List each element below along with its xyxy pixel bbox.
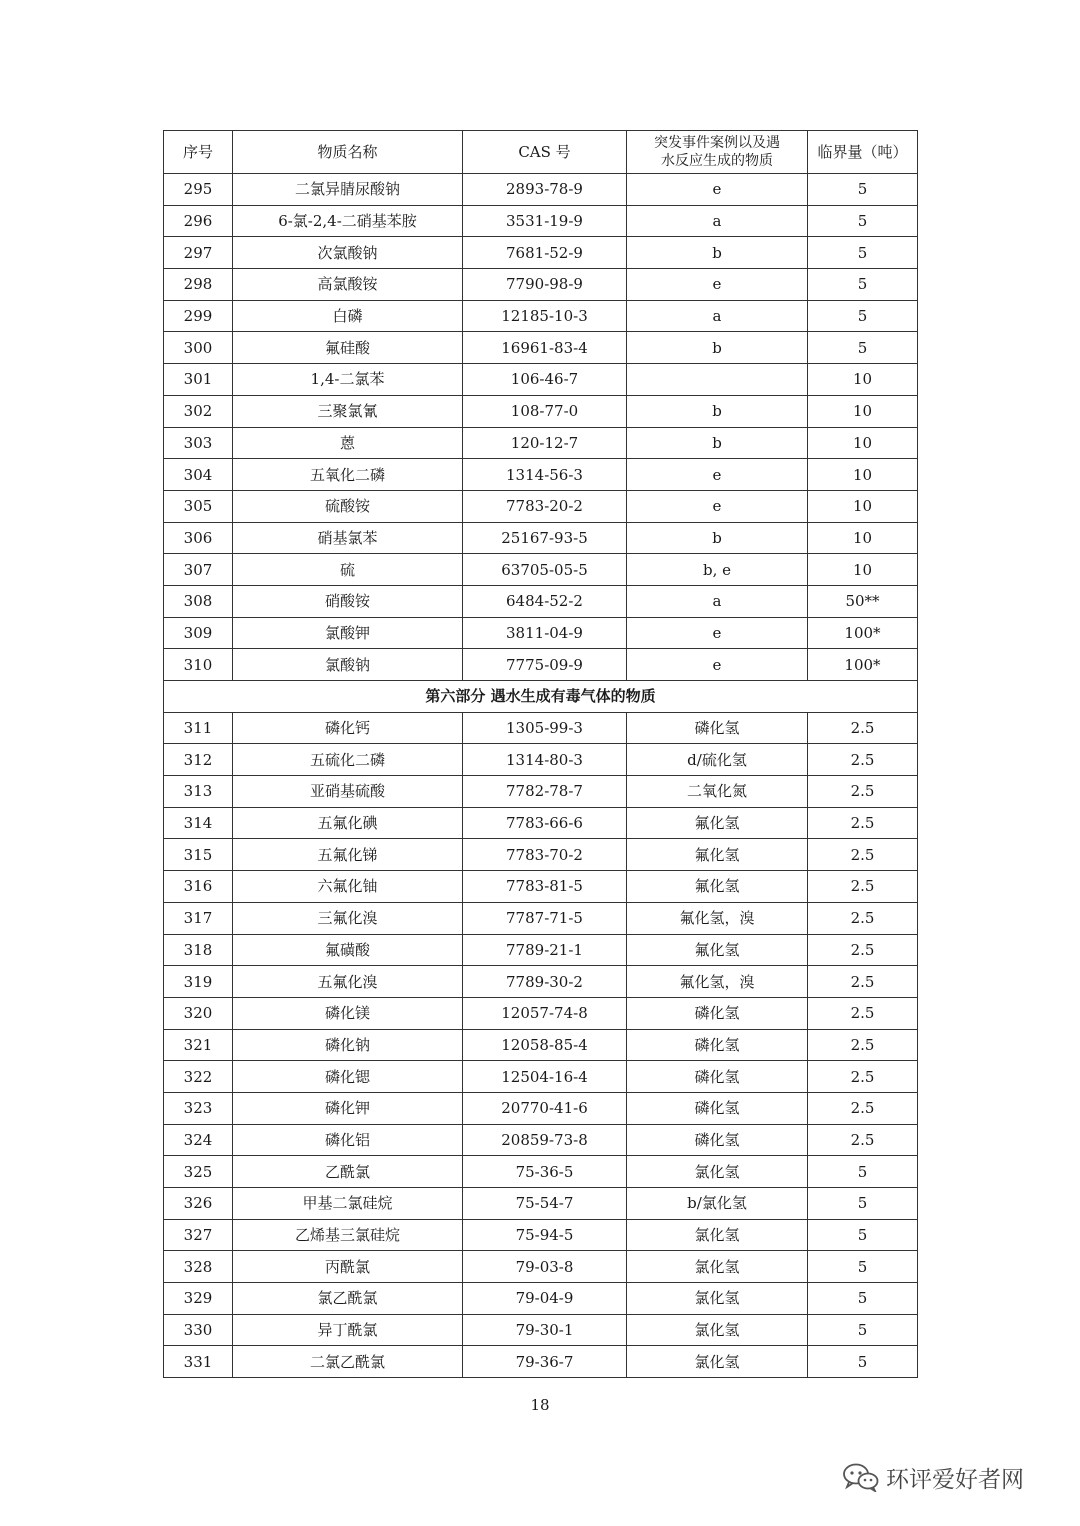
cell-note: 磷化氢 xyxy=(627,1061,808,1093)
cell-no: 328 xyxy=(164,1251,233,1283)
cell-qty: 10 xyxy=(808,490,918,522)
cell-no: 312 xyxy=(164,744,233,776)
table-row xyxy=(164,174,918,206)
table-row xyxy=(164,934,918,966)
cell-cas: 6484-52-2 xyxy=(463,585,627,617)
cell-note: 氟化氢 xyxy=(627,871,808,903)
cell-note: 氟化氢，溴 xyxy=(627,966,808,998)
cell-qty: 10 xyxy=(808,427,918,459)
cell-name: 异丁酰氯 xyxy=(233,1314,463,1346)
cell-no: 330 xyxy=(164,1314,233,1346)
cell-no: 316 xyxy=(164,871,233,903)
cell-cas: 16961-83-4 xyxy=(463,332,627,364)
cell-qty: 10 xyxy=(808,364,918,396)
cell-cas: 7775-09-9 xyxy=(463,649,627,681)
cell-name: 硝基氯苯 xyxy=(233,522,463,554)
cell-cas: 12058-85-4 xyxy=(463,1029,627,1061)
cell-name: 五氟化锑 xyxy=(233,839,463,871)
table-row xyxy=(164,332,918,364)
cell-qty: 2.5 xyxy=(808,902,918,934)
cell-cas: 1305-99-3 xyxy=(463,712,627,744)
cell-cas: 79-30-1 xyxy=(463,1314,627,1346)
cell-name: 氯酸钠 xyxy=(233,649,463,681)
cell-no: 303 xyxy=(164,427,233,459)
cell-qty: 2.5 xyxy=(808,1092,918,1124)
cell-cas: 63705-05-5 xyxy=(463,554,627,586)
cell-no: 300 xyxy=(164,332,233,364)
cell-name: 6-氯-2,4-二硝基苯胺 xyxy=(233,205,463,237)
cell-name: 丙酰氯 xyxy=(233,1251,463,1283)
cell-name: 白磷 xyxy=(233,300,463,332)
section-title: 第六部分 遇水生成有毒气体的物质 xyxy=(164,681,918,713)
table-row xyxy=(164,237,918,269)
cell-name: 氯酸钾 xyxy=(233,617,463,649)
cell-name: 五氧化二磷 xyxy=(233,459,463,491)
cell-qty: 5 xyxy=(808,332,918,364)
table-row xyxy=(164,459,918,491)
cell-name: 磷化锶 xyxy=(233,1061,463,1093)
cell-cas: 3531-19-9 xyxy=(463,205,627,237)
table-row xyxy=(164,522,918,554)
cell-no: 306 xyxy=(164,522,233,554)
cell-no: 302 xyxy=(164,395,233,427)
header-qty: 临界量（吨） xyxy=(808,131,918,174)
cell-cas: 25167-93-5 xyxy=(463,522,627,554)
cell-no: 295 xyxy=(164,174,233,206)
cell-name: 氟磺酸 xyxy=(233,934,463,966)
cell-cas: 106-46-7 xyxy=(463,364,627,396)
cell-qty: 2.5 xyxy=(808,807,918,839)
cell-qty: 10 xyxy=(808,459,918,491)
cell-name: 磷化钾 xyxy=(233,1092,463,1124)
cell-note: b xyxy=(627,522,808,554)
cell-no: 315 xyxy=(164,839,233,871)
cell-no: 305 xyxy=(164,490,233,522)
table-row xyxy=(164,807,918,839)
table-row xyxy=(164,1156,918,1188)
cell-name: 亚硝基硫酸 xyxy=(233,776,463,808)
cell-no: 322 xyxy=(164,1061,233,1093)
section-row xyxy=(164,681,918,713)
cell-note: b xyxy=(627,395,808,427)
cell-qty: 2.5 xyxy=(808,744,918,776)
cell-no: 299 xyxy=(164,300,233,332)
table-row xyxy=(164,1124,918,1156)
cell-note: a xyxy=(627,300,808,332)
cell-name: 三氟化溴 xyxy=(233,902,463,934)
cell-cas: 79-03-8 xyxy=(463,1251,627,1283)
cell-note: b/氯化氢 xyxy=(627,1188,808,1220)
cell-note: e xyxy=(627,174,808,206)
cell-qty: 2.5 xyxy=(808,997,918,1029)
cell-note: e xyxy=(627,490,808,522)
table-row xyxy=(164,712,918,744)
cell-cas: 3811-04-9 xyxy=(463,617,627,649)
cell-qty: 5 xyxy=(808,205,918,237)
cell-no: 323 xyxy=(164,1092,233,1124)
header-case-line2: 水反应生成的物质 xyxy=(661,153,773,169)
table-row xyxy=(164,839,918,871)
cell-note: 氯化氢 xyxy=(627,1314,808,1346)
table-header-row xyxy=(164,131,918,174)
table-row xyxy=(164,617,918,649)
header-name: 物质名称 xyxy=(233,131,463,174)
cell-no: 327 xyxy=(164,1219,233,1251)
cell-qty: 10 xyxy=(808,522,918,554)
table-row xyxy=(164,585,918,617)
cell-cas: 7783-20-2 xyxy=(463,490,627,522)
cell-qty: 2.5 xyxy=(808,934,918,966)
cell-cas: 7789-30-2 xyxy=(463,966,627,998)
watermark-text: 环评爱好者网 xyxy=(886,1466,1024,1493)
cell-no: 301 xyxy=(164,364,233,396)
cell-cas: 7681-52-9 xyxy=(463,237,627,269)
cell-name: 磷化钠 xyxy=(233,1029,463,1061)
cell-name: 硝酸铵 xyxy=(233,585,463,617)
cell-qty: 2.5 xyxy=(808,871,918,903)
cell-cas: 7783-81-5 xyxy=(463,871,627,903)
cell-cas: 12057-74-8 xyxy=(463,997,627,1029)
table-row xyxy=(164,1219,918,1251)
cell-no: 313 xyxy=(164,776,233,808)
cell-qty: 5 xyxy=(808,1156,918,1188)
cell-qty: 5 xyxy=(808,237,918,269)
cell-qty: 2.5 xyxy=(808,1029,918,1061)
cell-qty: 5 xyxy=(808,1219,918,1251)
cell-cas: 75-54-7 xyxy=(463,1188,627,1220)
cell-qty: 100* xyxy=(808,617,918,649)
table-row xyxy=(164,1283,918,1315)
cell-note: b xyxy=(627,237,808,269)
header-no: 序号 xyxy=(164,131,233,174)
cell-name: 五氟化碘 xyxy=(233,807,463,839)
cell-qty: 5 xyxy=(808,1251,918,1283)
cell-no: 331 xyxy=(164,1346,233,1378)
cell-qty: 5 xyxy=(808,300,918,332)
cell-note: 氯化氢 xyxy=(627,1346,808,1378)
table-row xyxy=(164,300,918,332)
cell-qty: 5 xyxy=(808,174,918,206)
cell-qty: 5 xyxy=(808,269,918,301)
cell-no: 314 xyxy=(164,807,233,839)
cell-note: a xyxy=(627,585,808,617)
cell-qty: 2.5 xyxy=(808,839,918,871)
cell-note: d/硫化氢 xyxy=(627,744,808,776)
cell-cas: 7783-66-6 xyxy=(463,807,627,839)
table-row xyxy=(164,490,918,522)
cell-name: 二氯异腈尿酸钠 xyxy=(233,174,463,206)
table-row xyxy=(164,744,918,776)
cell-no: 318 xyxy=(164,934,233,966)
cell-cas: 12185-10-3 xyxy=(463,300,627,332)
cell-note: 氯化氢 xyxy=(627,1251,808,1283)
cell-note: 氯化氢 xyxy=(627,1219,808,1251)
cell-cas: 79-04-9 xyxy=(463,1283,627,1315)
cell-note: 氟化氢 xyxy=(627,934,808,966)
cell-cas: 20859-73-8 xyxy=(463,1124,627,1156)
cell-note: 磷化氢 xyxy=(627,1124,808,1156)
cell-no: 309 xyxy=(164,617,233,649)
cell-no: 329 xyxy=(164,1283,233,1315)
table-row xyxy=(164,1092,918,1124)
page-number: 18 xyxy=(530,1396,550,1414)
cell-name: 乙烯基三氯硅烷 xyxy=(233,1219,463,1251)
cell-note: 磷化氢 xyxy=(627,712,808,744)
cell-name: 硫酸铵 xyxy=(233,490,463,522)
cell-note: 氟化氢 xyxy=(627,807,808,839)
cell-note: 氯化氢 xyxy=(627,1283,808,1315)
cell-no: 307 xyxy=(164,554,233,586)
cell-note: e xyxy=(627,459,808,491)
cell-name: 硫 xyxy=(233,554,463,586)
cell-qty: 2.5 xyxy=(808,776,918,808)
cell-note: 氟化氢，溴 xyxy=(627,902,808,934)
table-row xyxy=(164,997,918,1029)
table-row xyxy=(164,1251,918,1283)
cell-note: e xyxy=(627,269,808,301)
cell-no: 310 xyxy=(164,649,233,681)
table-row xyxy=(164,269,918,301)
cell-qty: 5 xyxy=(808,1188,918,1220)
cell-no: 308 xyxy=(164,585,233,617)
table-row xyxy=(164,1061,918,1093)
cell-no: 296 xyxy=(164,205,233,237)
cell-cas: 1314-56-3 xyxy=(463,459,627,491)
table-row xyxy=(164,1029,918,1061)
cell-name: 次氯酸钠 xyxy=(233,237,463,269)
cell-cas: 7789-21-1 xyxy=(463,934,627,966)
header-case xyxy=(627,131,808,174)
cell-name: 甲基二氯硅烷 xyxy=(233,1188,463,1220)
cell-qty: 2.5 xyxy=(808,1061,918,1093)
cell-name: 三聚氯氰 xyxy=(233,395,463,427)
cell-cas: 12504-16-4 xyxy=(463,1061,627,1093)
cell-note: 磷化氢 xyxy=(627,1092,808,1124)
header-cas: CAS 号 xyxy=(463,131,627,174)
table-row xyxy=(164,205,918,237)
cell-no: 311 xyxy=(164,712,233,744)
cell-no: 304 xyxy=(164,459,233,491)
table-row xyxy=(164,1346,918,1378)
cell-note: b xyxy=(627,332,808,364)
cell-no: 320 xyxy=(164,997,233,1029)
header-case-line1: 突发事件案例以及遇 xyxy=(654,135,780,151)
cell-cas: 20770-41-6 xyxy=(463,1092,627,1124)
cell-name: 1,4-二氯苯 xyxy=(233,364,463,396)
cell-qty: 5 xyxy=(808,1314,918,1346)
cell-no: 324 xyxy=(164,1124,233,1156)
watermark xyxy=(842,1457,1062,1497)
cell-no: 321 xyxy=(164,1029,233,1061)
wechat-icon xyxy=(842,1462,880,1492)
cell-cas: 7782-78-7 xyxy=(463,776,627,808)
cell-name: 氯乙酰氯 xyxy=(233,1283,463,1315)
cell-name: 高氯酸铵 xyxy=(233,269,463,301)
cell-note: b xyxy=(627,427,808,459)
cell-no: 325 xyxy=(164,1156,233,1188)
cell-cas: 7787-71-5 xyxy=(463,902,627,934)
cell-cas: 7790-98-9 xyxy=(463,269,627,301)
cell-qty: 2.5 xyxy=(808,712,918,744)
cell-note: a xyxy=(627,205,808,237)
table-row xyxy=(164,395,918,427)
cell-cas: 75-36-5 xyxy=(463,1156,627,1188)
cell-name: 二氯乙酰氯 xyxy=(233,1346,463,1378)
table-row xyxy=(164,649,918,681)
cell-note: 磷化氢 xyxy=(627,1029,808,1061)
cell-no: 317 xyxy=(164,902,233,934)
cell-name: 五氟化溴 xyxy=(233,966,463,998)
cell-no: 319 xyxy=(164,966,233,998)
table-row xyxy=(164,554,918,586)
cell-note xyxy=(627,364,808,396)
cell-note: 氟化氢 xyxy=(627,839,808,871)
cell-no: 298 xyxy=(164,269,233,301)
table-row xyxy=(164,427,918,459)
cell-no: 297 xyxy=(164,237,233,269)
table-row xyxy=(164,871,918,903)
cell-cas: 75-94-5 xyxy=(463,1219,627,1251)
cell-cas: 2893-78-9 xyxy=(463,174,627,206)
cell-note: 二氧化氮 xyxy=(627,776,808,808)
cell-name: 乙酰氯 xyxy=(233,1156,463,1188)
cell-name: 五硫化二磷 xyxy=(233,744,463,776)
cell-qty: 2.5 xyxy=(808,1124,918,1156)
cell-note: b, e xyxy=(627,554,808,586)
cell-cas: 1314-80-3 xyxy=(463,744,627,776)
table-row xyxy=(164,1188,918,1220)
cell-note: 磷化氢 xyxy=(627,997,808,1029)
cell-name: 六氟化铀 xyxy=(233,871,463,903)
cell-note: e xyxy=(627,649,808,681)
cell-name: 磷化镁 xyxy=(233,997,463,1029)
table-row xyxy=(164,1314,918,1346)
cell-qty: 2.5 xyxy=(808,966,918,998)
cell-cas: 7783-70-2 xyxy=(463,839,627,871)
cell-qty: 5 xyxy=(808,1283,918,1315)
table-row xyxy=(164,902,918,934)
cell-name: 蒽 xyxy=(233,427,463,459)
cell-no: 326 xyxy=(164,1188,233,1220)
cell-cas: 120-12-7 xyxy=(463,427,627,459)
cell-qty: 100* xyxy=(808,649,918,681)
cell-note: e xyxy=(627,617,808,649)
cell-name: 氟硅酸 xyxy=(233,332,463,364)
cell-cas: 79-36-7 xyxy=(463,1346,627,1378)
cell-note: 氯化氢 xyxy=(627,1156,808,1188)
cell-cas: 108-77-0 xyxy=(463,395,627,427)
cell-name: 磷化铝 xyxy=(233,1124,463,1156)
table-row xyxy=(164,776,918,808)
cell-qty: 50** xyxy=(808,585,918,617)
table-row xyxy=(164,364,918,396)
cell-qty: 10 xyxy=(808,554,918,586)
cell-name: 磷化钙 xyxy=(233,712,463,744)
cell-qty: 5 xyxy=(808,1346,918,1378)
cell-qty: 10 xyxy=(808,395,918,427)
table-row xyxy=(164,966,918,998)
chemical-threshold-table xyxy=(163,130,918,1378)
